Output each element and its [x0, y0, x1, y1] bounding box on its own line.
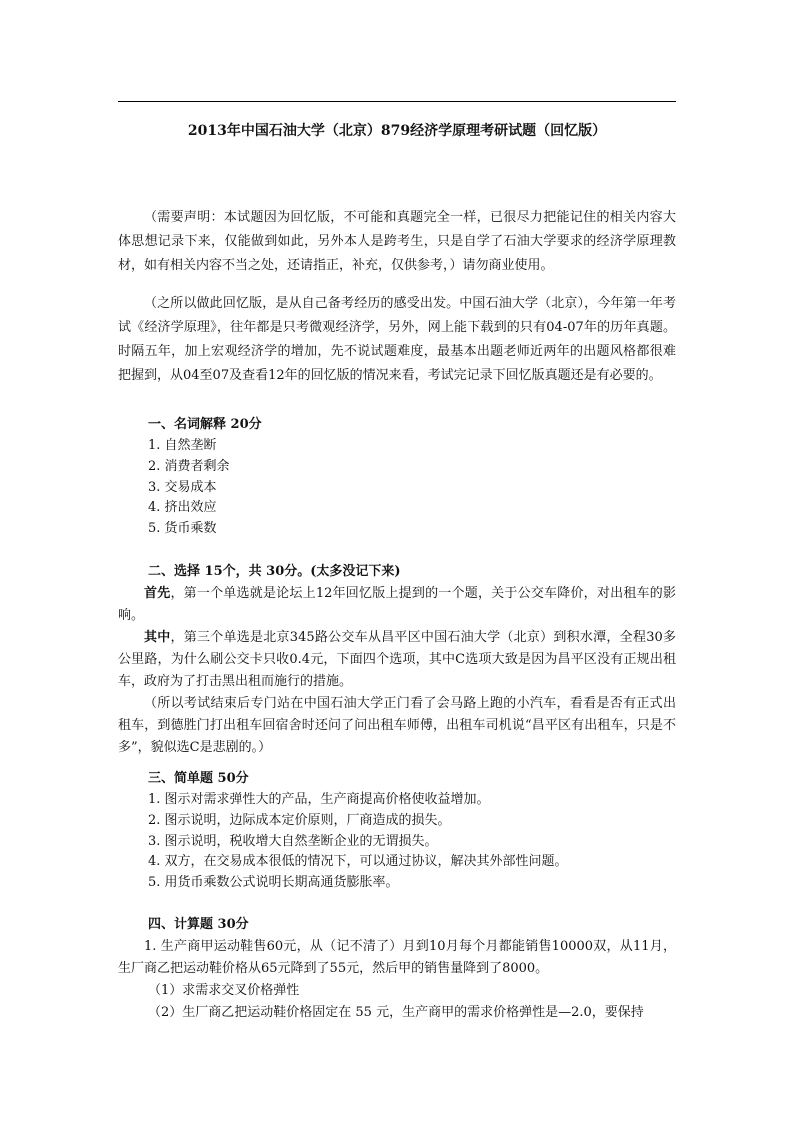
choice-paragraph-1 — [118, 583, 676, 627]
section-choice — [118, 561, 676, 759]
document-title: 2013年中国石油大学（北京）879经济学原理考研试题（回忆版） — [187, 123, 607, 139]
reason-block — [118, 292, 676, 388]
list-item: 3. 图示说明，税收增大自然垄断企业的无谓损失。 — [148, 833, 438, 849]
list-item: 5. 货币乘数 — [148, 521, 217, 537]
list-item: 4. 双方，在交易成本很低的情况下，可以通过协议，解决其外部性问题。 — [148, 854, 568, 870]
section-heading: 一、名词解释 20分 — [148, 417, 262, 432]
list-item: 1. 图示对需求弹性大的产品，生产商提高价格使收益增加。 — [148, 792, 490, 807]
section-heading: 二、选择 15个，共 30分。(太多没记下来) — [148, 564, 401, 579]
choice-paragraph-2 — [118, 627, 676, 693]
list-item: 4. 挤出效应 — [148, 500, 217, 516]
section-vocabulary — [118, 414, 676, 540]
sub-question: （2）生厂商乙把运动鞋价格固定在 55 元，生产商甲的需求价格弹性是—2.0，要保持 — [148, 1005, 644, 1020]
paragraph-text: ，第三个单选是北京345路公交车从昌平区中国石油大学（北京）到积水潭，全程30多公里路，为什么刷公交卡只收0.4元，下面四个选项，其中C选项大致是因为昌平区没有正规出租车，政府为了打击黑出租而施行的措施。 — [118, 630, 676, 689]
list-item: 2. 消费者剩余 — [148, 458, 230, 474]
section-heading: 三、简单题 50分 — [148, 771, 249, 786]
list-item: 1. 自然垄断 — [148, 438, 217, 453]
list-item: 3. 交易成本 — [148, 479, 217, 495]
keyword: 首先 — [144, 586, 171, 601]
keyword: 其中 — [144, 630, 171, 645]
notice-block — [118, 206, 676, 278]
section-heading: 四、计算题 30分 — [148, 917, 249, 932]
section-short-answer — [118, 768, 676, 894]
list-item: 2. 图示说明，边际成本定价原则，厂商造成的损失。 — [148, 812, 451, 828]
question-text: 1. 生产商甲运动鞋售60元，从（记不清了）月到10月每个月都能销售10000双，从11月，生厂商乙把运动鞋价格从65元降到了55元，然后甲的销售量降到了8000。 — [118, 939, 676, 976]
header-rule — [118, 101, 676, 102]
section-calculation — [118, 914, 676, 1024]
sub-question: （1）求需求交叉价格弹性 — [148, 983, 300, 998]
paragraph-text: ，第一个单选就是论坛上12年回忆版上提到的一个题，关于公交车降价，对出租车的影响。 — [118, 586, 676, 623]
notice-paragraph: （需要声明：本试题因为回忆版，不可能和真题完全一样，已很尽力把能记住的相关内容大体思想记录下来，仅能做到如此，另外本人是跨考生，只是自学了石油大学要求的经济学原理教材，如有相关内容不当之处，还请指正，补充，仅供参考，）请勿商业使用。 — [118, 210, 676, 273]
reason-paragraph: （之所以做此回忆版，是从自己备考经历的感受出发。中国石油大学（北京），今年第一年考试《经济学原理》，往年都是只考微观经济学，另外，网上能下载到的只有04-07年的历年真题。时隔五年，加上宏观经济学的增加，先不说试题难度，最基本出题老师近两年的出题风格都很难把握到，从04至07及查看12年的回忆版的情况来看，考试完记录下回忆版真题还是有必要的。 — [118, 296, 676, 383]
choice-paragraph-3: （所以考试结束后专门站在中国石油大学正门看了会马路上跑的小汽车，看看是否有正式出租车，到德胜门打出租车回宿舍时还问了问出租车师傅，出租车司机说“昌平区有出租车，只是不多”，貌似选C是悲剧的。） — [118, 696, 676, 755]
list-item: 5. 用货币乘数公式说明长期高通货膨胀率。 — [148, 875, 399, 891]
